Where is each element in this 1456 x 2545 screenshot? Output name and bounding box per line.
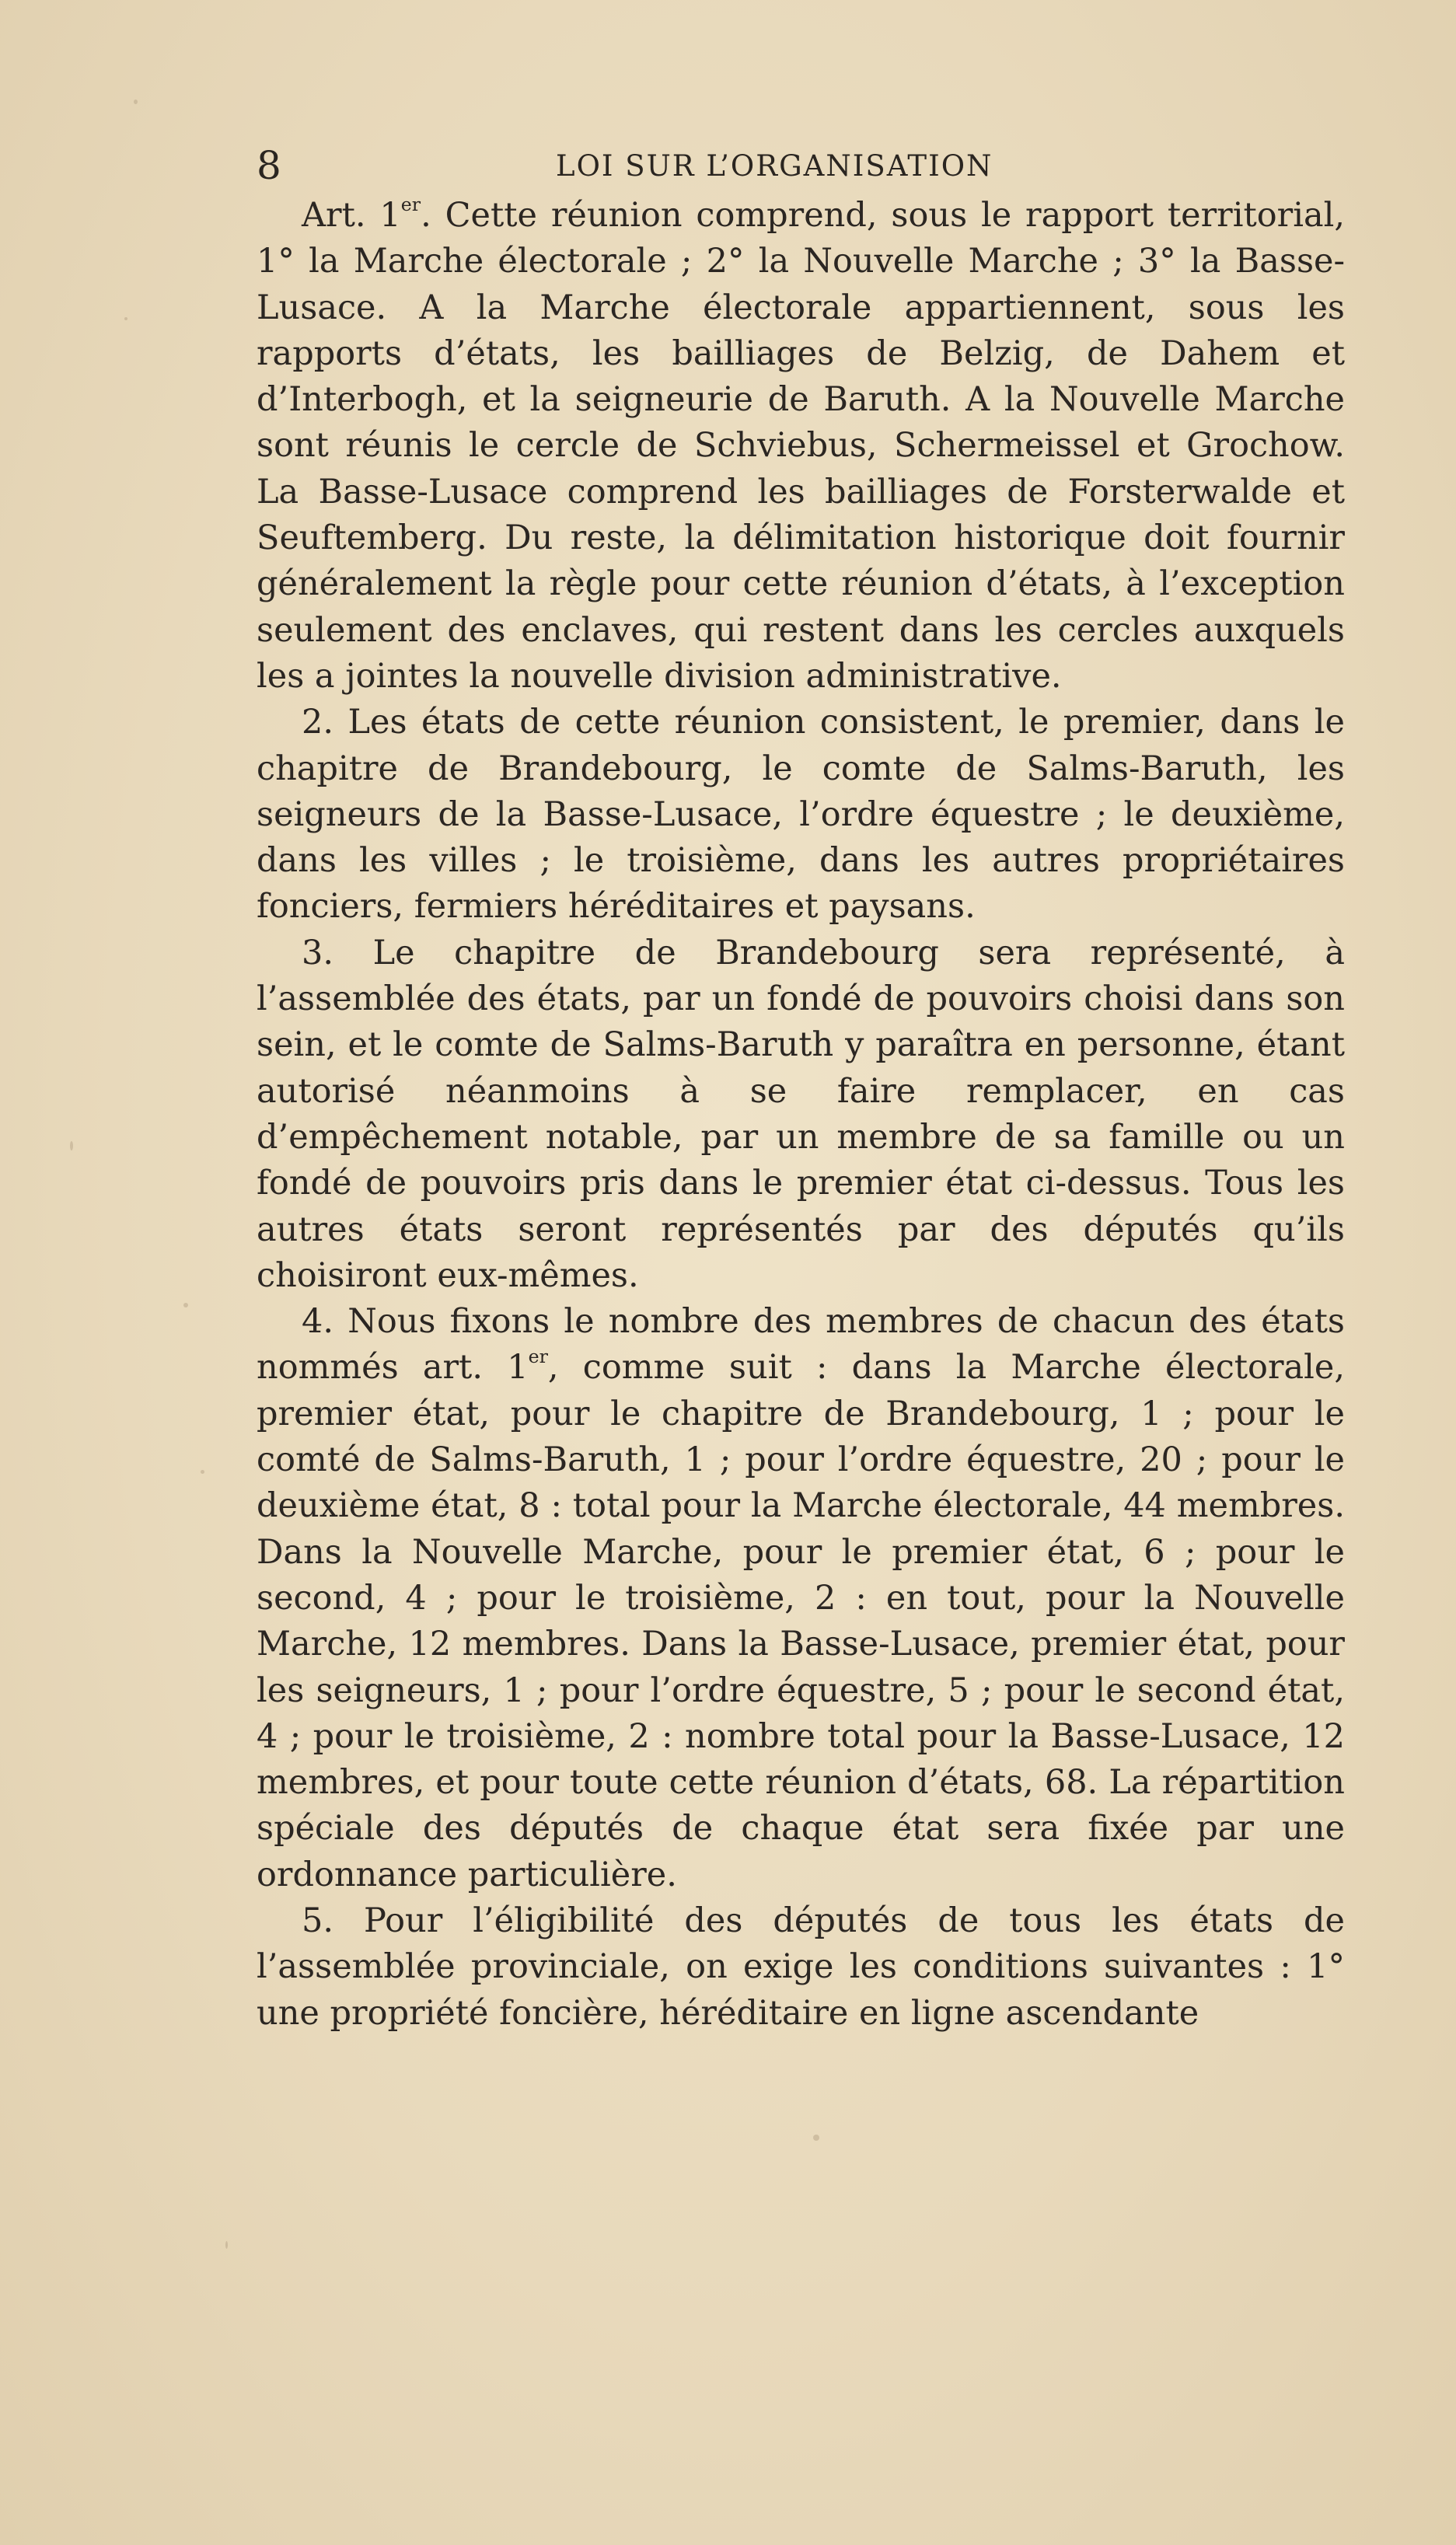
paragraph-article-5 [257,1898,1345,2037]
paper-speck [70,1141,73,1150]
paragraph-text: . Cette réunion comprend, sous le rapport territorial, 1° la Marche électorale ; 2° la Nouvelle Marche ; 3° la Basse-Lusace. A la Marche électorale appartiennent, sous les rapports d’états, les bailliages de Belzig, de Dahem et d’Interbogh, et la seigneurie de Baruth. A la Nouvelle Marche sont réunis le cercle de Schviebus, Schermeissel et Grochow. La Basse-Lusace comprend les bailliages de Forsterwalde et Seuftemberg. Du reste, la délimitation historique doit fournir généralement la règle pour cette réunion d’états, à l’exception seulement des enclaves, qui restent dans les cercles auxquels les a jointes la nouvelle division administrative. [257,196,1345,696]
paper-speck [201,1470,204,1474]
paragraph-text: 2. Les états de cette réunion consistent, le premier, dans le chapitre de Brandebourg, le comte de Salms-Baruth, les seigneurs de la Basse-Lusace, l’ordre équestre ; le deuxième, dans les villes ; le troisième, dans les autres propriétaires fonciers, fermiers héréditaires et paysans. [257,703,1345,927]
paper-speck [183,1303,188,1307]
paragraph-text: , comme suit : dans la Marche électorale, premier état, pour le chapitre de Brandebourg, 1 ; pour le comté de Salms-Baruth, 1 ; pour l’ordre équestre, 20 ; pour le deuxième état, 8 : total pour la Marche électorale, 44 membres. Dans la Nouvelle Marche, pour le premier état, 6 ; pour le second, 4 ; pour le troisième, 2 : en tout, pour la Nouvelle Marche, 12 membres. Dans la Basse-Lusace, premier état, pour les seigneurs, 1 ; pour l’ordre équestre, 5 ; pour le second état, 4 ; pour le troisième, 2 : nombre total pour la Basse-Lusace, 12 membres, et pour toute cette réunion d’états, 68. La répartition spéciale des députés de chaque état sera fixée par une ordonnance particulière. [257,1348,1345,1894]
paragraph-text: 4. Nous fixons le nombre des membres de chacun des états nommés art. 1 [257,1302,1345,1388]
paper-speck [225,2241,228,2249]
paper-speck [813,2135,819,2141]
paragraph-text: 5. Pour l’éligibilité des députés de tous les états de l’assemblée provinciale, on exige les conditions suivantes : 1° une propriété foncière, héréditaire en ligne ascendante [257,1901,1345,2033]
paragraph-article-2 [257,700,1345,930]
paper-speck [124,317,127,320]
paragraph-text: 3. Le chapitre de Brandebourg sera représenté, à l’assemblée des états, par un fondé de pouvoirs choisi dans son sein, et le comte de Salms-Baruth y paraîtra en personne, étant autorisé néanmoins à se faire remplacer, en cas d’empêchement notable, par un membre de sa famille ou un fondé de pouvoirs pris dans le premier état ci-dessus. Tous les autres états seront représentés par des députés qu’ils choisiront eux-mêmes. [257,933,1345,1295]
paragraph-article-4 [257,1299,1345,1898]
paragraph-text: Art. 1 [302,196,401,235]
paragraph-article-3 [257,930,1345,1299]
page-number: 8 [257,143,281,188]
superscript: er [528,1346,548,1368]
page-header [257,143,1353,190]
superscript: er [400,193,421,215]
paper-speck [134,99,138,104]
body-text [257,193,1345,2037]
paragraph-article-1 [257,193,1345,700]
running-title: LOI SUR L’ORGANISATION [556,149,993,183]
